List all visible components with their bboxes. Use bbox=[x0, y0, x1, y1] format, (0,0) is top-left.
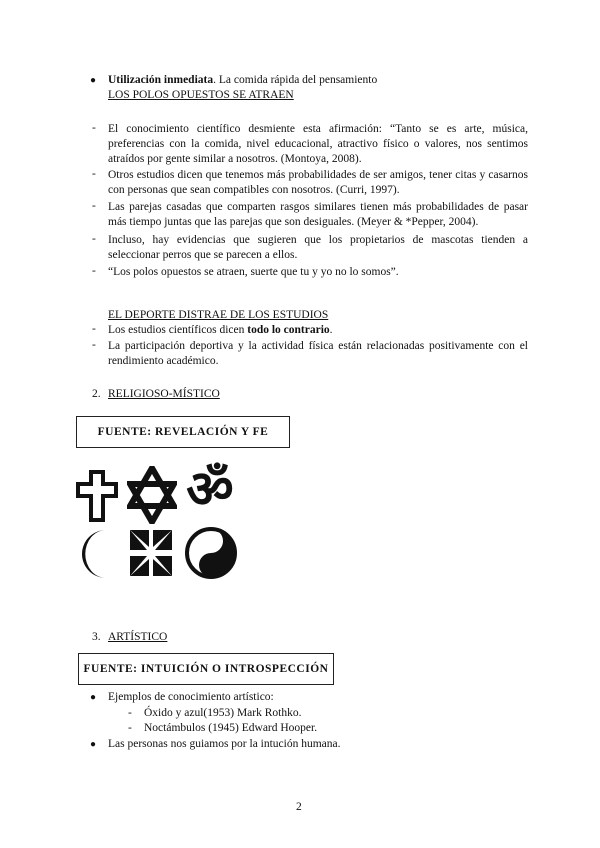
fuente-revelacion-box bbox=[76, 416, 290, 448]
artistico-sub-1: Óxido y azul(1953) Mark Rothko. bbox=[144, 707, 302, 719]
polos-item-5: “Los polos opuestos se atraen, suerte que tu y yo no lo somos”. bbox=[108, 266, 399, 278]
heading-polos: LOS POLOS OPUESTOS SE ATRAEN bbox=[108, 89, 294, 101]
dash-marker: - bbox=[128, 707, 132, 719]
section-number-2: 2. bbox=[92, 388, 101, 400]
polos-item-1: El conocimiento científico desmiente esta afirmación: “Tanto se es arte, música, preferencias con la comida, nivel educacional, atractivo físico o valores, nos sentimos atraídos por gente similar a nosotros. (Montoya, 2008). bbox=[108, 123, 528, 165]
deporte-item-1-bold: todo lo contrario bbox=[247, 324, 330, 336]
dash-marker: - bbox=[92, 323, 96, 335]
section-title-artistico: ARTÍSTICO bbox=[108, 631, 168, 643]
cross-pattee-icon bbox=[128, 528, 174, 578]
bullet-dot: ● bbox=[90, 739, 97, 750]
bullet-line bbox=[108, 73, 377, 87]
dash-marker: - bbox=[92, 122, 96, 134]
dash-marker: - bbox=[92, 200, 96, 212]
artistico-bullet-1: Ejemplos de conocimiento artístico: bbox=[108, 691, 274, 703]
dash-marker: - bbox=[92, 339, 96, 351]
star-of-david-icon bbox=[127, 466, 177, 524]
section-title-religioso: RELIGIOSO-MÍSTICO bbox=[108, 388, 220, 400]
artistico-sub-2: Noctámbulos (1945) Edward Hooper. bbox=[144, 722, 318, 734]
deporte-item-1 bbox=[108, 323, 333, 337]
bullet-rest-text: . La comida rápida del pensamiento bbox=[213, 74, 378, 86]
polos-item-2: Otros estudios dicen que tenemos más probabilidades de ser amigos, tener citas y casarnos con personas que sean compatibles con nosotros. (Curri, 1997). bbox=[108, 169, 528, 196]
dash-marker: - bbox=[92, 265, 96, 277]
polos-item-3: Las parejas casadas que comparten rasgos similares tienen más probabilidades de pasar más tiempo juntas que las parejas que son desiguales. (Meyer & *Pepper, 2004). bbox=[108, 201, 528, 228]
section-number-3: 3. bbox=[92, 631, 101, 643]
deporte-item-1-post: . bbox=[329, 324, 333, 336]
bullet-dot: ● bbox=[90, 692, 97, 703]
fuente-intuicion-box bbox=[78, 653, 334, 685]
om-icon: ॐ bbox=[186, 460, 234, 520]
heading-deporte: EL DEPORTE DISTRAE DE LOS ESTUDIOS bbox=[108, 309, 329, 321]
bullet-dot: ● bbox=[90, 75, 97, 86]
artistico-bullet-2: Las personas nos guiamos por la intución humana. bbox=[108, 738, 341, 750]
bullet-bold-text: Utilización inmediata bbox=[108, 74, 214, 86]
deporte-item-2: La participación deportiva y la actividad física están relacionadas positivamente con el rendimiento académico. bbox=[108, 340, 528, 367]
cross-icon bbox=[72, 468, 122, 524]
fuente-revelacion-text: FUENTE: REVELACIÓN Y FE bbox=[97, 426, 269, 438]
page-number: 2 bbox=[296, 801, 302, 813]
polos-item-4: Incluso, hay evidencias que sugieren que los propietarios de mascotas tienden a seleccionar perros que se parecen a ellos. bbox=[108, 234, 528, 261]
fuente-intuicion-text: FUENTE: INTUICIÓN O INTROSPECCIÓN bbox=[83, 663, 329, 675]
dash-marker: - bbox=[92, 168, 96, 180]
yin-yang-icon bbox=[184, 526, 238, 580]
crescent-icon bbox=[72, 526, 120, 582]
dash-marker: - bbox=[128, 722, 132, 734]
dash-marker: - bbox=[92, 233, 96, 245]
deporte-item-1-pre: Los estudios científicos dicen bbox=[108, 324, 248, 336]
